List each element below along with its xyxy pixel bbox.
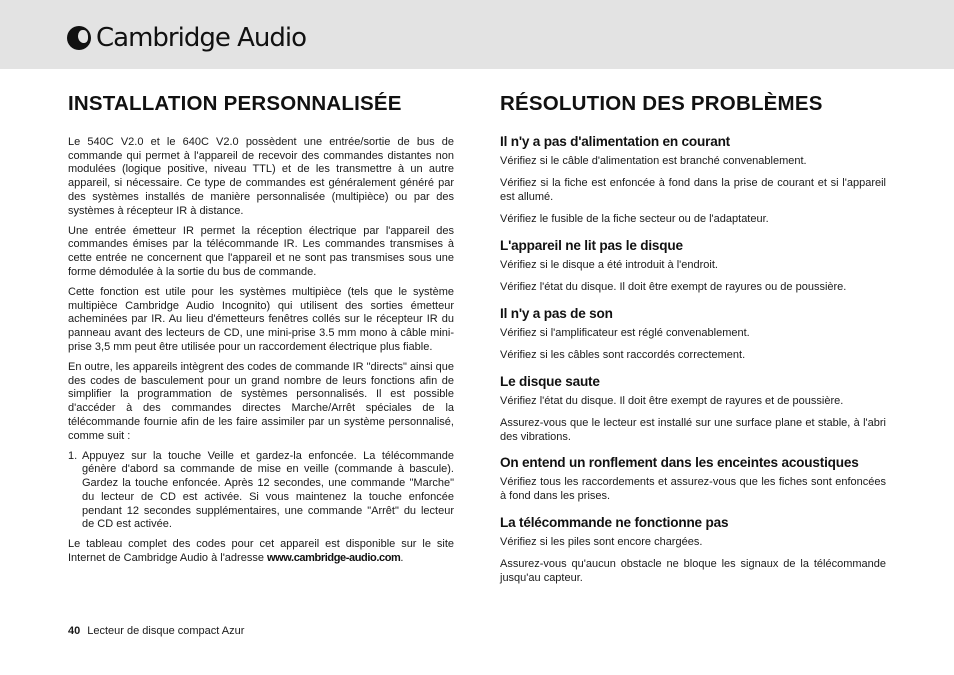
brand-logo-icon (67, 26, 91, 50)
section-heading-hum: On entend un ronflement dans les enceintes acoustiques (500, 455, 859, 471)
section-heading-no-disc-read: L'appareil ne lit pas le disque (500, 237, 683, 253)
section-line: Assurez-vous qu'aucun obstacle ne bloque les signaux de la télécommande jusqu'au capteur. (500, 557, 886, 584)
closing-end: . (400, 552, 404, 565)
installation-paragraph-3: Cette fonction est utile pour les systèmes multipièce (tels que le système multipièce Cambridge Audio Incognito) qui utilisent des sorties émetteur acheminées par IR. Au lieu d'émetteurs fenêtres collés sur le récepteur IR du panneau avant des lecteurs de CD, une mini-prise 3.5 mm mono à câble mini-prise 3,5 mm peut être utilisée pour un raccordement électrique plus fiable. (68, 286, 454, 353)
installation-paragraph-1: Le 540C V2.0 et le 640C V2.0 possèdent une entrée/sortie de bus de commande qui permet à l'appareil de recevoir des commandes distantes non modulées (logique positive, niveau TTL) et de les transmettre à un autre appareil, si nécessaire. Ce type de commandes est généralement généré par des systèmes installés de manière personnalisée (multipièce) ou par des systèmes à récepteur IR à distance. (68, 136, 454, 217)
section-heading-no-sound: Il n'y a pas de son (500, 305, 613, 321)
section-line: Vérifiez si les piles sont encore chargées. (500, 535, 703, 548)
section-line: Assurez-vous que le lecteur est installé sur une surface plane et stable, à l'abri des vibrations. (500, 416, 886, 443)
header-bar (0, 0, 954, 69)
section-heading-no-power: Il n'y a pas d'alimentation en courant (500, 134, 731, 149)
section-line: Vérifiez si le disque a été introduit à l'endroit. (500, 258, 718, 271)
installation-title: INSTALLATION PERSONNALISÉE (68, 92, 402, 115)
section-line: Vérifiez le fusible de la fiche secteur ou de l'adaptateur. (500, 213, 769, 226)
list-text: Appuyez sur la touche Veille et gardez-la enfoncée. La télécommande génère d'abord sa commande de mise en veille (commande à bascule). Gardez la touche enfoncée. Après 12 secondes, une commande "Marche" du lecteur de CD est activée. Si vous maintenez la touche enfoncée pendant 12 secondes supplémentaires, une commande "Arrêt" du lecteur de CD est activée. (82, 449, 454, 531)
section-line: Vérifiez si la fiche est enfoncée à fond dans la prise de courant et si l'appareil est allumé. (500, 177, 886, 203)
section-line: Vérifiez si l'amplificateur est réglé convenablement. (500, 326, 750, 339)
instruction-list-item (68, 450, 454, 539)
section-line: Vérifiez tous les raccordements et assurez-vous que les fiches sont enfoncées à fond dans les prises. (500, 476, 886, 502)
installation-paragraph-4: En outre, les appareils intègrent des codes de commande IR "directs" ainsi que des codes de basculement pour un grand nombre de leurs fonctions afin de simplifier la programmation de systèmes personnalisés. Il est possible d'accéder à des commandes directes Marche/Arrêt spéciales de la télécommande fournie afin de les faire assimiler par un système personnalisé, comme suit : (68, 361, 454, 442)
closing-text: Le tableau complet des codes pour cet appareil est disponible sur le site Internet de Cambridge Audio à l'adresse (68, 538, 454, 565)
brand-logo (67, 23, 306, 53)
section-heading-remote: La télécommande ne fonctionne pas (500, 514, 729, 530)
troubleshooting-column (500, 91, 886, 594)
installation-paragraph-2: Une entrée émetteur IR permet la réception électrique par l'appareil des commandes émises par la télécommande IR. Les commandes transmises à cette entrée ne concernent que l'appareil et ne sont pas transmises sous une forme démodulée à la sortie du bus de commande. (68, 224, 454, 278)
footer-label: Lecteur de disque compact Azur (87, 625, 245, 637)
section-line: Vérifiez si les câbles sont raccordés correctement. (500, 348, 746, 361)
installation-column (68, 91, 454, 572)
page-number: 40 (68, 625, 81, 637)
troubleshooting-title: RÉSOLUTION DES PROBLÈMES (500, 92, 823, 115)
website-link[interactable]: www.cambridge-audio.com (267, 552, 401, 565)
section-line: Vérifiez si le câble d'alimentation est branché convenablement. (500, 155, 807, 167)
brand-name: Cambridge Audio (96, 23, 306, 53)
section-heading-disc-skips: Le disque saute (500, 373, 600, 389)
section-line: Vérifiez l'état du disque. Il doit être exempt de rayures ou de poussière. (500, 281, 847, 294)
page-footer (68, 625, 244, 638)
closing-paragraph (68, 538, 454, 565)
list-number: 1. (68, 449, 78, 462)
section-line: Vérifiez l'état du disque. Il doit être exempt de rayures et de poussière. (500, 394, 844, 407)
